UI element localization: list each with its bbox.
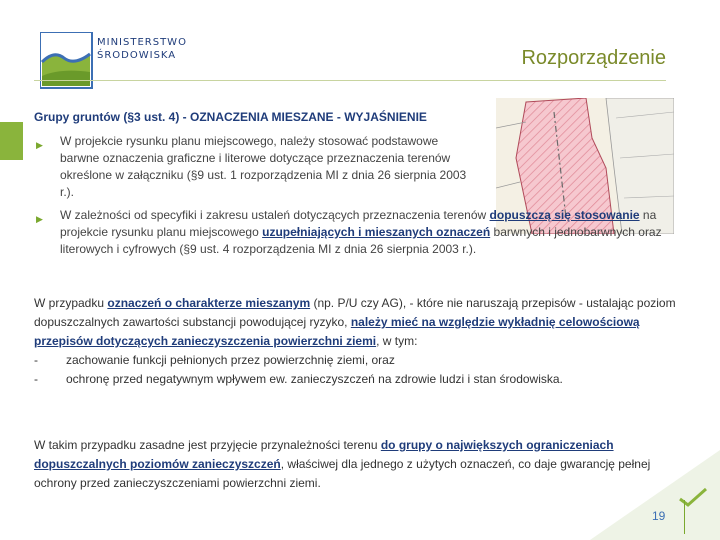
bullet-arrow-icon: ▶ xyxy=(36,214,43,224)
bullet-text: na projekcie rysunku planu miejscowego xyxy=(60,208,657,239)
bullet-text: barwnych i jednobarwnych oraz literowych i cyfrowych (§9 ust. 4 rozporządzenia MI z dnia 26 sierpnia 2003 r.). xyxy=(60,225,662,256)
bullet-arrow-icon: ▶ xyxy=(36,140,43,150)
dash-item-2: - ochronę przed negatywnym wpływem ew. zanieczyszczeń na zdrowie ludzi i stan środowiska. xyxy=(34,372,563,386)
logo-text xyxy=(97,36,187,62)
page-number-divider xyxy=(684,500,685,534)
paragraph-mixed-designations xyxy=(34,294,680,389)
highlight-text: do grupy o największych ograniczeniach dopuszczalnych poziomów zanieczyszczeń xyxy=(34,438,614,471)
highlight-text: należy mieć na względzie wykładnię celowościową przepisów dotyczących zanieczyszczenia powierzchni ziemi xyxy=(34,315,640,348)
para-text: , właściwej dla jednego z użytych oznaczeń, co daje gwarancję pełnej ochrony przed zanieczyszczeniami powierzchni ziemi. xyxy=(34,457,651,490)
highlight-text: dopuszczą się stosowanie xyxy=(489,208,640,222)
dash-text: ochronę przed negatywnym wpływem ew. zanieczyszczeń na zdrowie ludzi i stan środowiska. xyxy=(66,372,563,386)
highlight-text: oznaczeń o charakterze mieszanym xyxy=(107,296,311,310)
side-accent xyxy=(0,122,23,160)
section-subtitle: Grupy gruntów (§3 ust. 4) - OZNACZENIA MIESZANE - WYJAŚNIENIE xyxy=(34,110,427,124)
dash-item-1: - zachowanie funkcji pełnionych przez powierzchnię ziemi, oraz xyxy=(34,353,395,367)
bullet-text: W zależności od specyfiki i zakresu ustaleń dotyczących przeznaczenia terenów xyxy=(60,208,490,222)
dash-text: zachowanie funkcji pełnionych przez powierzchnię ziemi, oraz xyxy=(66,353,395,367)
bullet-item-1 xyxy=(36,133,480,201)
bullet-text: W projekcie rysunku planu miejscowego, należy stosować podstawowe barwne oznaczenia graficzne i literowe dotyczące przeznaczenia terenów określone w załączniku (§9 ust. 1 rozporządzenia MI z dnia 26 sierpnia 2003 r.). xyxy=(60,134,467,199)
para-text: W przypadku xyxy=(34,296,108,310)
header-divider xyxy=(34,80,666,81)
logo-line2: ŚRODOWISKA xyxy=(97,50,177,61)
page-title: Rozporządzenie xyxy=(521,47,666,69)
paragraph-conclusion xyxy=(34,436,680,493)
highlight-text: uzupełniających i mieszanych oznaczeń xyxy=(262,225,491,239)
page-number: 19 xyxy=(652,509,666,523)
para-text: W takim przypadku zasadne jest przyjęcie przynależności terenu xyxy=(34,438,381,452)
check-mark-icon xyxy=(678,487,708,507)
para-text: , w tym: xyxy=(376,334,418,348)
para-text: (np. P/U czy AG), - które nie naruszają przepisów - ustalając poziom dopuszczalnych zawartości substancji powodującej ryzyko, xyxy=(34,296,676,329)
bullet-item-2 xyxy=(36,207,680,258)
logo-line1: MINISTERSTWO xyxy=(97,37,187,48)
